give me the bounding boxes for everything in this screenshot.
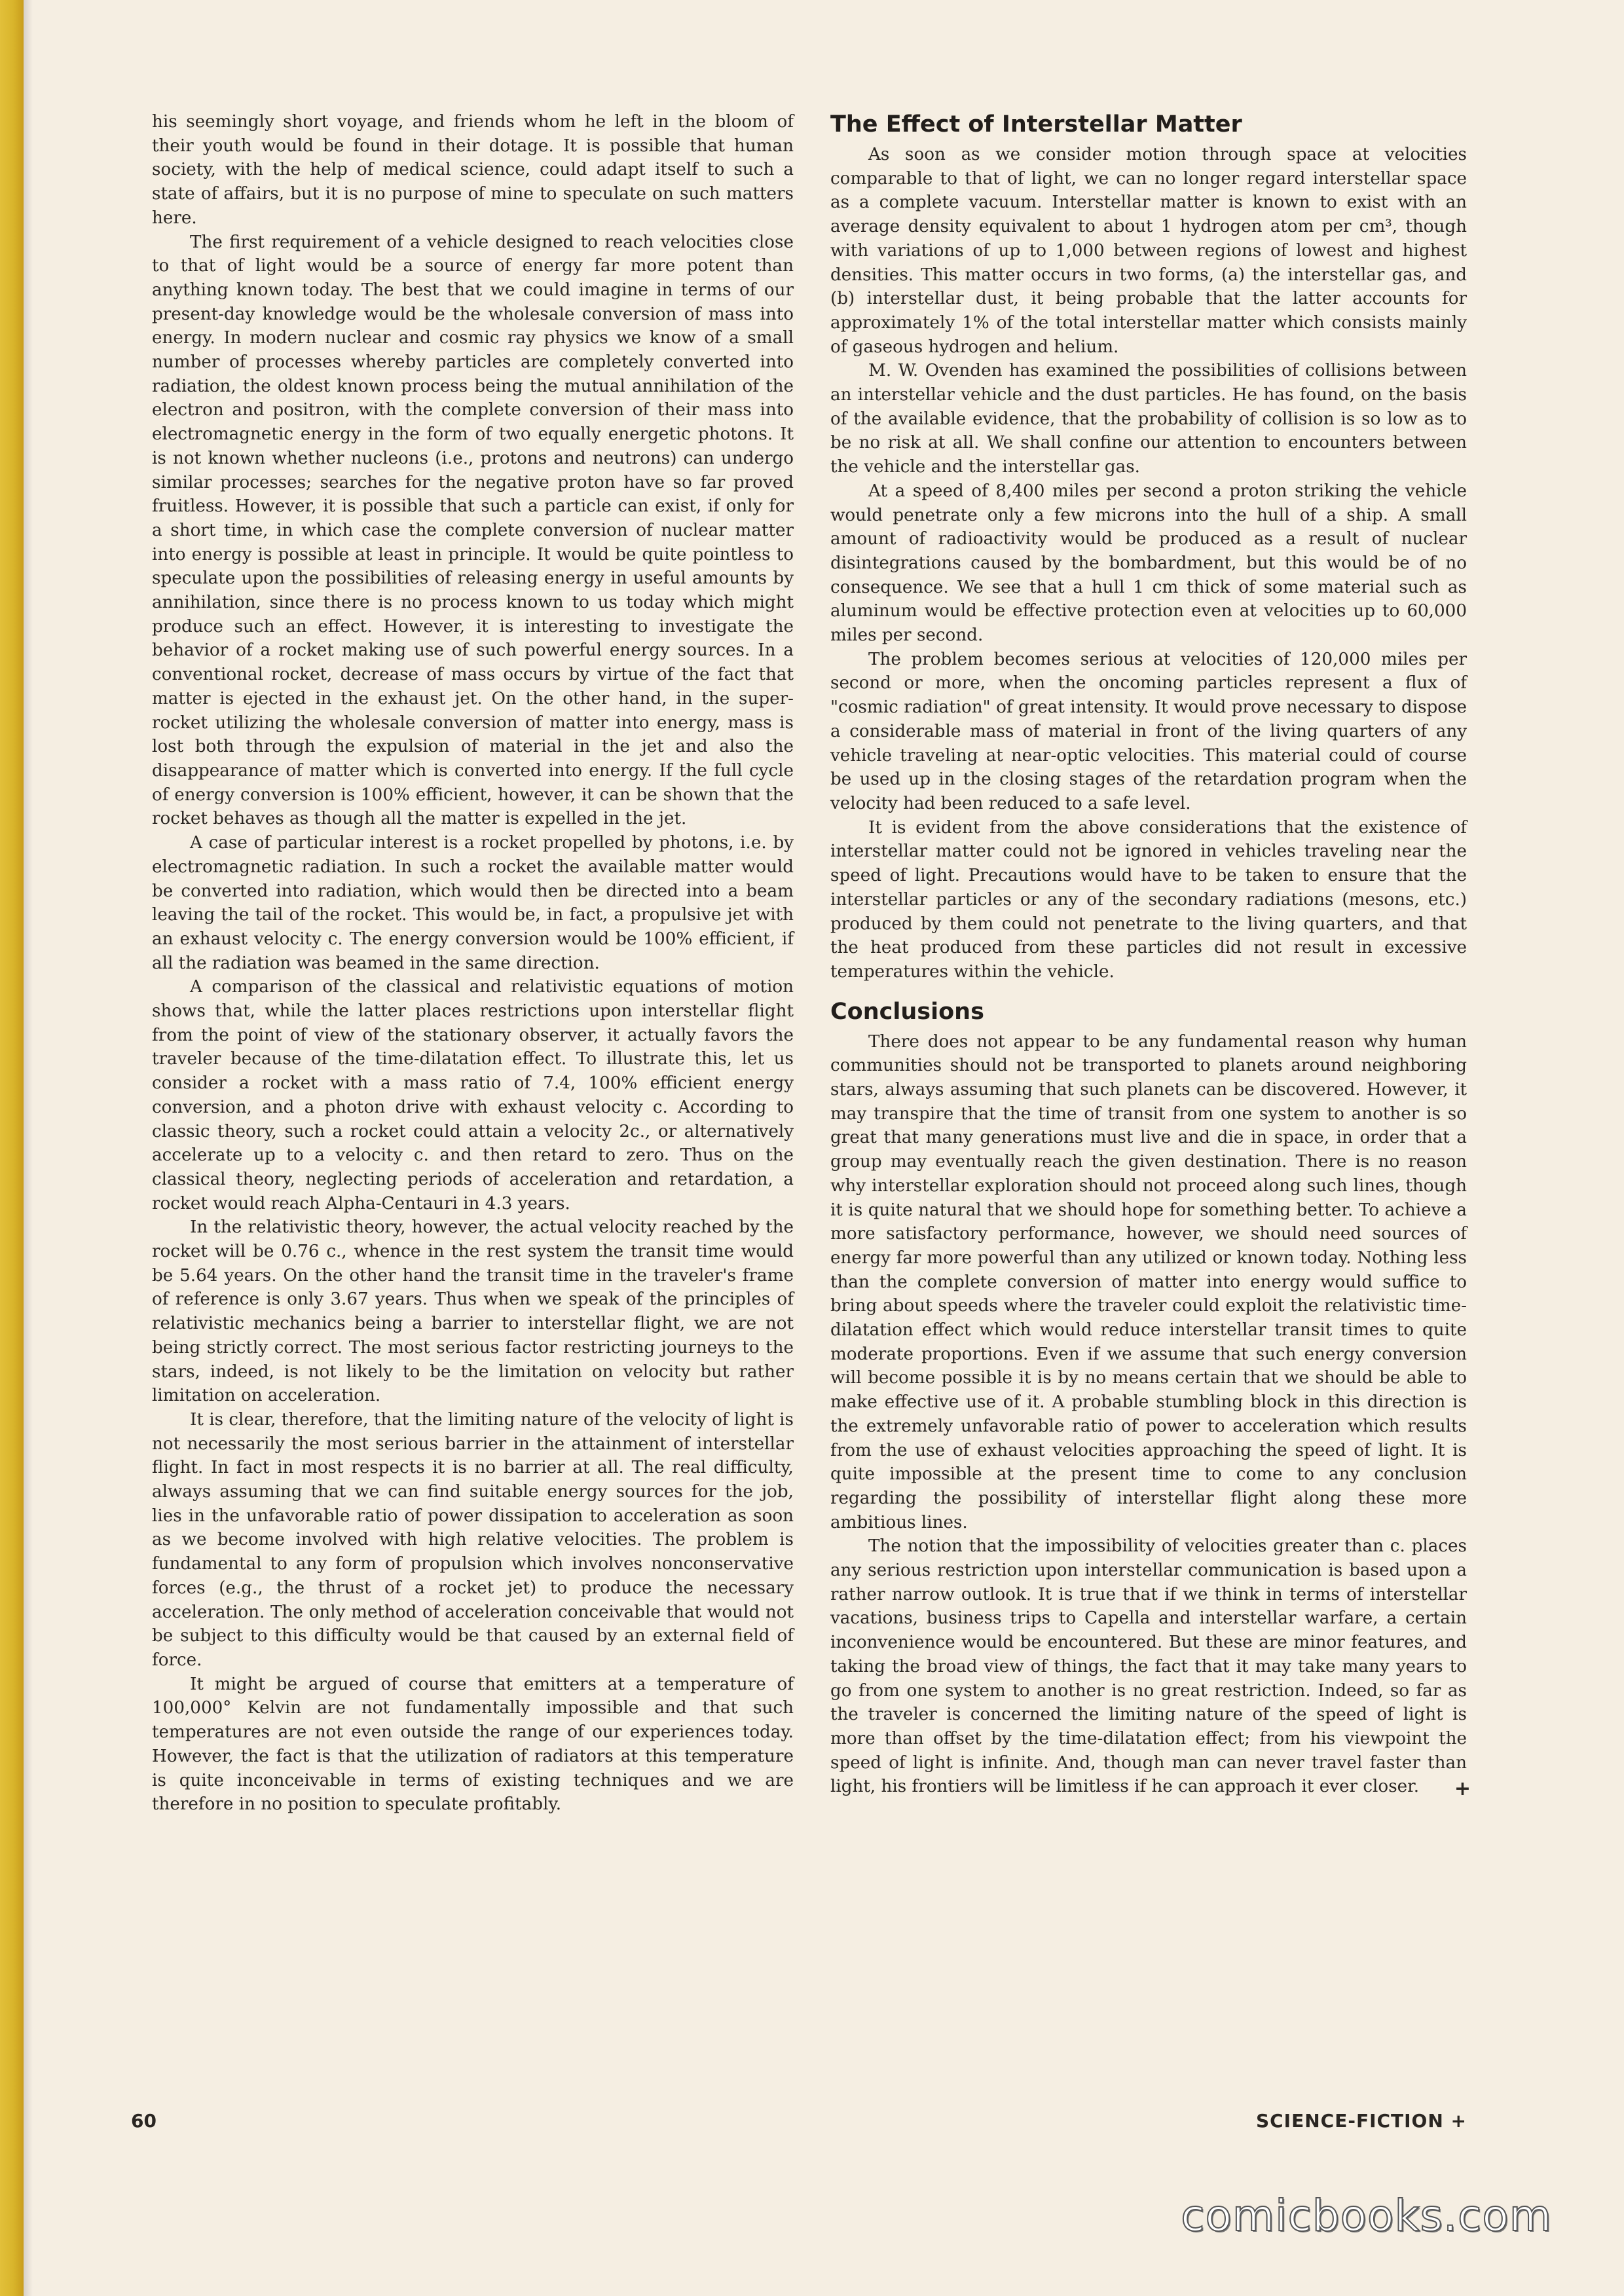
right-paragraph-3: At a speed of 8,400 miles per second a proton striking the vehicle would penetrate only a few microns into the hull of a ship. A small amount of radioactivity would be produced as a result of nuclear disintegrations caused by the bombardment, but this would be of no consequence. We see that a hull 1 cm thick of some material such as aluminum would be effective protection even at velocities up to 60,000 miles per second. [830, 481, 1467, 646]
left-paragraph-3: A case of particular interest is a rocket propelled by photons, i.e. by electromagnetic radiation. In such a rocket the available matter would be converted into radiation, which would then be directed into a beam leaving the tail of the rocket. This would be, in fact, a propulsive jet with an exhaust velocity c. The energy conversion would be 100% efficient, if all the radiation was beamed in the same direction. [152, 833, 794, 973]
left-paragraph-4: A comparison of the classical and relativistic equations of motion shows that, while the latter places restrictions upon interstellar flight from the point of view of the stationary observer, it actually favors the traveler because of the time-dilatation effect. To illustrate this, let us consider a rocket with a mass ratio of 7.4, 100% efficient energy conversion, and a photon drive with exhaust velocity c. According to classic theory, such a rocket could attain a velocity 2c., or alternatively accelerate up to a velocity c. and then retard to zero. Thus on the classical theory, neglecting periods of acceleration and retardation, a rocket would reach Alpha-Centauri in 4.3 years. [152, 977, 794, 1213]
left-paragraph-6: It is clear, therefore, that the limiting nature of the velocity of light is not necessarily the most serious barrier in the attainment of interstellar flight. In fact in most respects it is no barrier at all. The real difficulty, always assuming that we can find suitable energy sources for the job, lies in the unfavorable ratio of power dissipation to acceleration as soon as we become involved with high relative velocities. The problem is fundamental to any form of propulsion which involves nonconservative forces (e.g., the thrust of a rocket jet) to produce the necessary acceleration. The only method of acceleration conceivable that would not be subject to this difficulty would be that caused by an external field of force. [152, 1409, 794, 1670]
right-column [830, 110, 1471, 1801]
watermark-logo: comicbooks.com [1181, 2191, 1552, 2241]
right-paragraph-5: It is evident from the above considerations that the existence of interstellar matter could not be ignored in vehicles traveling near the speed of light. Precautions would have to be taken to ensure that the interstellar particles or any of the secondary radiations (mesons, etc.) produced by them could not penetrate to the living quarters, and that the heat produced from these particles did not result in excessive temperatures within the vehicle. [830, 817, 1467, 982]
end-of-article-mark: + [1454, 1777, 1471, 1801]
conclusion-paragraph-1: There does not appear to be any fundamental reason why human communities should not be transported to planets around neighboring stars, always assuming that such planets can be discovered. However, it may transpire that the time of transit from one system to another is so great that many generations must live and die in space, in order that a group may eventually reach the given destination. There is no reason why interstellar exploration should not proceed along such lines, though it is quite natural that we should hope for something better. To achieve a more satisfactory performance, however, we should need sources of energy far more powerful than any utilized or known today. Nothing less than the complete conversion of matter into energy would suffice to bring about speeds where the traveler could exploit the relativistic time-dilatation effect which would reduce interstellar transit times to quite moderate proportions. Even if we assume that such energy conversion will become possible it is by no means certain that we should be able to make effective use of it. A probable stumbling block in this direction is the extremely unfavorable ratio of power to acceleration which results from the use of exhaust velocities approaching the speed of light. It is quite impossible at the present time to come to any conclusion regarding the possibility of interstellar flight along these more ambitious lines. [830, 1031, 1467, 1532]
conclusion-paragraph-2 [830, 1534, 1471, 1801]
left-paragraph-2: The first requirement of a vehicle designed to reach velocities close to that of light would be a source of energy far more potent than anything known today. The best that we could imagine in terms of our present-day knowledge would be the wholesale conversion of mass into energy. In modern nuclear and cosmic ray physics we know of a small number of processes whereby particles are completely converted into radiation, the oldest known process being the mutual annihilation of the electron and positron, with the complete conversion of their mass into electromagnetic energy in the form of two equally energetic photons. It is not known whether nucleons (i.e., protons and neutrons) can undergo similar processes; searches for the negative proton have so far proved fruitless. However, it is possible that such a particle can exist, if only for a short time, in which case the complete conversion of nuclear matter into energy is possible at least in principle. It would be quite pointless to speculate upon the possibilities of releasing energy in useful amounts by annihilation, since there is no process known to us today which might produce such an effect. However, it is interesting to investigate the behavior of a rocket making use of such powerful energy sources. In a conventional rocket, decrease of mass occurs by virtue of the fact that matter is ejected in the exhaust jet. On the other hand, in the super-rocket utilizing the wholesale conversion of matter into energy, mass is lost both through the expulsion of material in the jet and also the disappearance of matter which is converted into energy. If the full cycle of energy conversion is 100% efficient, however, it can be shown that the rocket behaves as though all the matter is expelled in the jet. [152, 232, 794, 829]
page-edge-binding [0, 0, 24, 2296]
section-heading-interstellar-matter: The Effect of Interstellar Matter [830, 111, 1242, 138]
conclusion-paragraph-2-text: The notion that the impossibility of velocities greater than c. places any serious restriction upon interstellar communication is based upon a rather narrow outlook. It is true that if we think in terms of interstellar vacations, business trips to Capella and interstellar warfare, a certain inconvenience would be encountered. But these are minor features, and taking the broad view of things, the fact that it may take many years to go from one system to another is no great restriction. Indeed, so far as the traveler is concerned the limiting nature of the speed of light is more than offset by the time-dilatation effect; from his viewpoint the speed of light is infinite. And, though man can never travel faster than light, his frontiers will be limitless if he can approach it ever closer. [830, 1536, 1467, 1797]
magazine-title: SCIENCE-FICTION + [1255, 2110, 1467, 2132]
page-number: 60 [131, 2110, 157, 2132]
left-column [152, 110, 794, 1817]
left-paragraph-1: his seemingly short voyage, and friends whom he left in the bloom of their youth would be found in their dotage. It is possible that human society, with the help of medical science, could adapt itself to such a state of affairs, but it is no purpose of mine to speculate on such matters here. [152, 112, 794, 228]
right-paragraph-1: As soon as we consider motion through space at velocities comparable to that of light, we can no longer regard interstellar space as a complete vacuum. Interstellar matter is known to exist with an average density equivalent to about 1 hydrogen atom per cm³, though with variations of up to 1,000 between regions of lowest and highest densities. This matter occurs in two forms, (a) the interstellar gas, and (b) interstellar dust, it being probable that the latter accounts for approximately 1% of the total interstellar matter which consists mainly of gaseous hydrogen and helium. [830, 145, 1467, 357]
left-paragraph-7: It might be argued of course that emitters at a temperature of 100,000° Kelvin are not fundamentally impossible and that such temperatures are not even outside the range of our experiences today. However, the fact is that the utilization of radiators at this temperature is quite inconceivable in terms of existing techniques and we are therefore in no position to speculate profitably. [152, 1674, 794, 1815]
page-edge-shadow [24, 0, 33, 2296]
right-paragraph-4: The problem becomes serious at velocities of 120,000 miles per second or more, when the oncoming particles represent a flux of "cosmic radiation" of great intensity. It would prove necessary to dispose a considerable mass of material in front of the living quarters of any vehicle traveling at near-optic velocities. This material could of course be used up in the closing stages of the retardation program when the velocity had been reduced to a safe level. [830, 649, 1467, 813]
right-paragraph-2: M. W. Ovenden has examined the possibilities of collisions between an interstellar vehicle and the dust particles. He has found, on the basis of the available evidence, that the probability of collision is so low as to be no risk at all. We shall confine our attention to encounters between the vehicle and the interstellar gas. [830, 361, 1467, 477]
left-paragraph-5: In the relativistic theory, however, the actual velocity reached by the rocket will be 0.76 c., whence in the rest system the transit time would be 5.64 years. On the other hand the transit time in the traveler's frame of reference is only 3.67 years. Thus when we speak of the principles of relativistic mechanics being a barrier to interstellar flight, we are not being strictly correct. The most serious factor restricting journeys to the stars, indeed, is not likely to be the limitation on velocity but rather limitation on acceleration. [152, 1217, 794, 1406]
section-heading-conclusions: Conclusions [830, 998, 984, 1025]
